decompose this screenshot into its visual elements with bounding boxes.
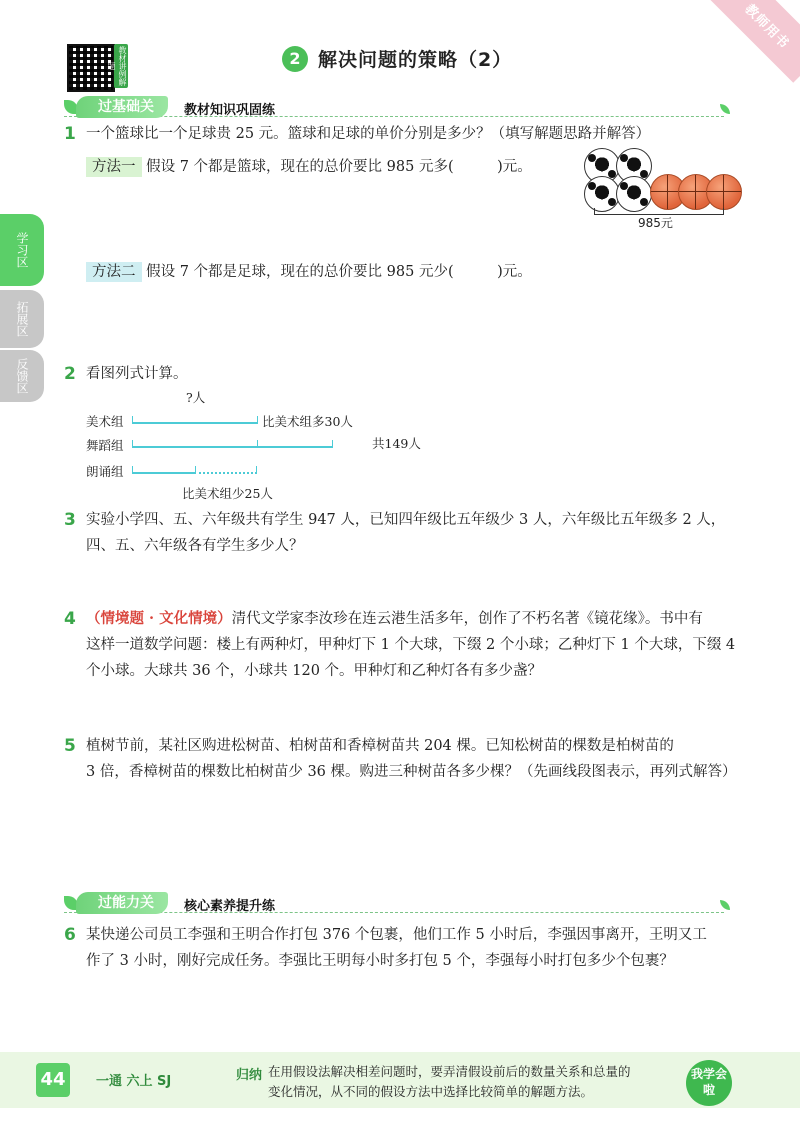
corner-label: 教师用书	[741, 1, 792, 53]
ball-figure	[584, 148, 734, 238]
method-2-text: 假设 7 个都是足球，现在的总价要比 985 元少( )元。	[146, 264, 532, 280]
footer-summary-tag: 归纳	[236, 1068, 263, 1083]
footer-summary-line-1: 在用假设法解决相差问题时，要弄清假设前后的数量关系和总量的	[268, 1064, 631, 1079]
question-4-line-3: 个小球。大球共 36 个，小球共 120 个。甲种灯和乙种灯各有多少盏？	[86, 663, 543, 679]
section-basic-subtitle: 教材知识巩固练	[184, 103, 276, 118]
context-tag: （情境题 · 文化情境）	[86, 610, 232, 627]
q1-method-1	[86, 154, 532, 180]
method-1-label: 方法一	[86, 157, 142, 177]
recite-segment	[132, 466, 196, 474]
qr-side-label: 教材讲例解题	[107, 46, 127, 86]
question-number: 3	[64, 510, 76, 530]
footer-brand: 一通 六上 SJ	[96, 1074, 172, 1089]
footer-logo: 我学会啦	[686, 1060, 732, 1106]
basketball-icon	[706, 174, 742, 210]
unknown-label: ?人	[186, 390, 206, 405]
lesson-number-badge: 2	[282, 46, 308, 72]
question-6-line-1: 某快递公司员工李强和王明合作打包 376 个包裹，他们工作 5 小时后，李强因事离开，王明又工	[86, 927, 707, 943]
question-4-line-2: 这样一道数学问题：楼上有两种灯，甲种灯下 1 个大球，下缀 2 个小球；乙种灯下 1 个大球，下缀 4	[86, 637, 736, 653]
footer-summary-text	[268, 1062, 678, 1102]
label-total: 共149人	[372, 436, 421, 451]
question-number: 2	[64, 364, 76, 384]
row-label-dance: 舞蹈组	[86, 438, 124, 453]
question-number: 1	[64, 124, 76, 144]
question-number: 4	[64, 609, 76, 629]
label-more: 比美术组多30人	[262, 414, 353, 429]
leaf-icon	[720, 900, 730, 910]
recite-dotted-segment	[194, 466, 257, 474]
side-tab-study[interactable]: 学习区	[0, 214, 44, 286]
section-basic-banner: 过基础关	[76, 96, 168, 118]
question-4-line-1	[86, 606, 703, 632]
question-1-text: 一个篮球比一个足球贵 25 元。篮球和足球的单价分别是多少？（填写解题思路并解答）	[86, 126, 651, 142]
question-6-line-2: 作了 3 小时，刚好完成任务。李强比王明每小时多打包 5 个，李强每小时打包多少个包裹？	[86, 953, 674, 969]
soccer-ball-icon	[584, 176, 620, 212]
segment-diagram	[86, 388, 426, 500]
method-2-label: 方法二	[86, 262, 142, 282]
row-label-art: 美术组	[86, 414, 124, 429]
question-5-line-1: 植树节前，某社区购进松树苗、柏树苗和香樟树苗共 204 棵。已知松树苗的棵数是柏树苗的	[86, 738, 674, 754]
figure-total-label: 985元	[638, 216, 673, 230]
question-3-line-2: 四、五、六年级各有学生多少人？	[86, 538, 304, 554]
row-label-recite: 朗诵组	[86, 464, 124, 479]
question-3-line-1: 实验小学四、五、六年级共有学生 947 人，已知四年级比五年级少 3 人，六年级比五年级多 2 人，	[86, 512, 726, 528]
label-less: 比美术组少25人	[182, 486, 273, 501]
question-4-line-1-text: 清代文学家李汝珍在连云港生活多年，创作了不朽名著《镜花缘》。书中有	[231, 611, 703, 627]
q1-method-2	[86, 259, 532, 285]
art-segment	[132, 416, 258, 424]
section-ability-header	[64, 894, 724, 913]
question-5-line-2: 3 倍，香樟树苗的棵数比柏树苗少 36 棵。购进三种树苗各多少棵？（先画线段图表示，再列式解答）	[86, 764, 737, 780]
side-tab-extend[interactable]: 拓展区	[0, 290, 44, 348]
page-number: 44	[36, 1063, 70, 1097]
method-1-text: 假设 7 个都是篮球，现在的总价要比 985 元多( )元。	[146, 159, 532, 175]
section-ability-banner: 过能力关	[76, 892, 168, 914]
question-2-text: 看图列式计算。	[86, 366, 188, 382]
question-number: 5	[64, 736, 76, 756]
dance-segment-base	[132, 440, 258, 448]
question-number: 6	[64, 925, 76, 945]
leaf-icon	[720, 104, 730, 114]
page-title: 解决问题的策略（2）	[318, 49, 513, 71]
section-basic-header	[64, 98, 724, 117]
section-ability-subtitle: 核心素养提升练	[184, 899, 276, 914]
side-tab-feedback[interactable]: 反馈区	[0, 350, 44, 402]
soccer-ball-icon	[616, 176, 652, 212]
footer-summary-line-2: 变化情况，从不同的假设方法中选择比较简单的解题方法。	[268, 1084, 594, 1099]
dance-segment-extra	[256, 440, 333, 448]
